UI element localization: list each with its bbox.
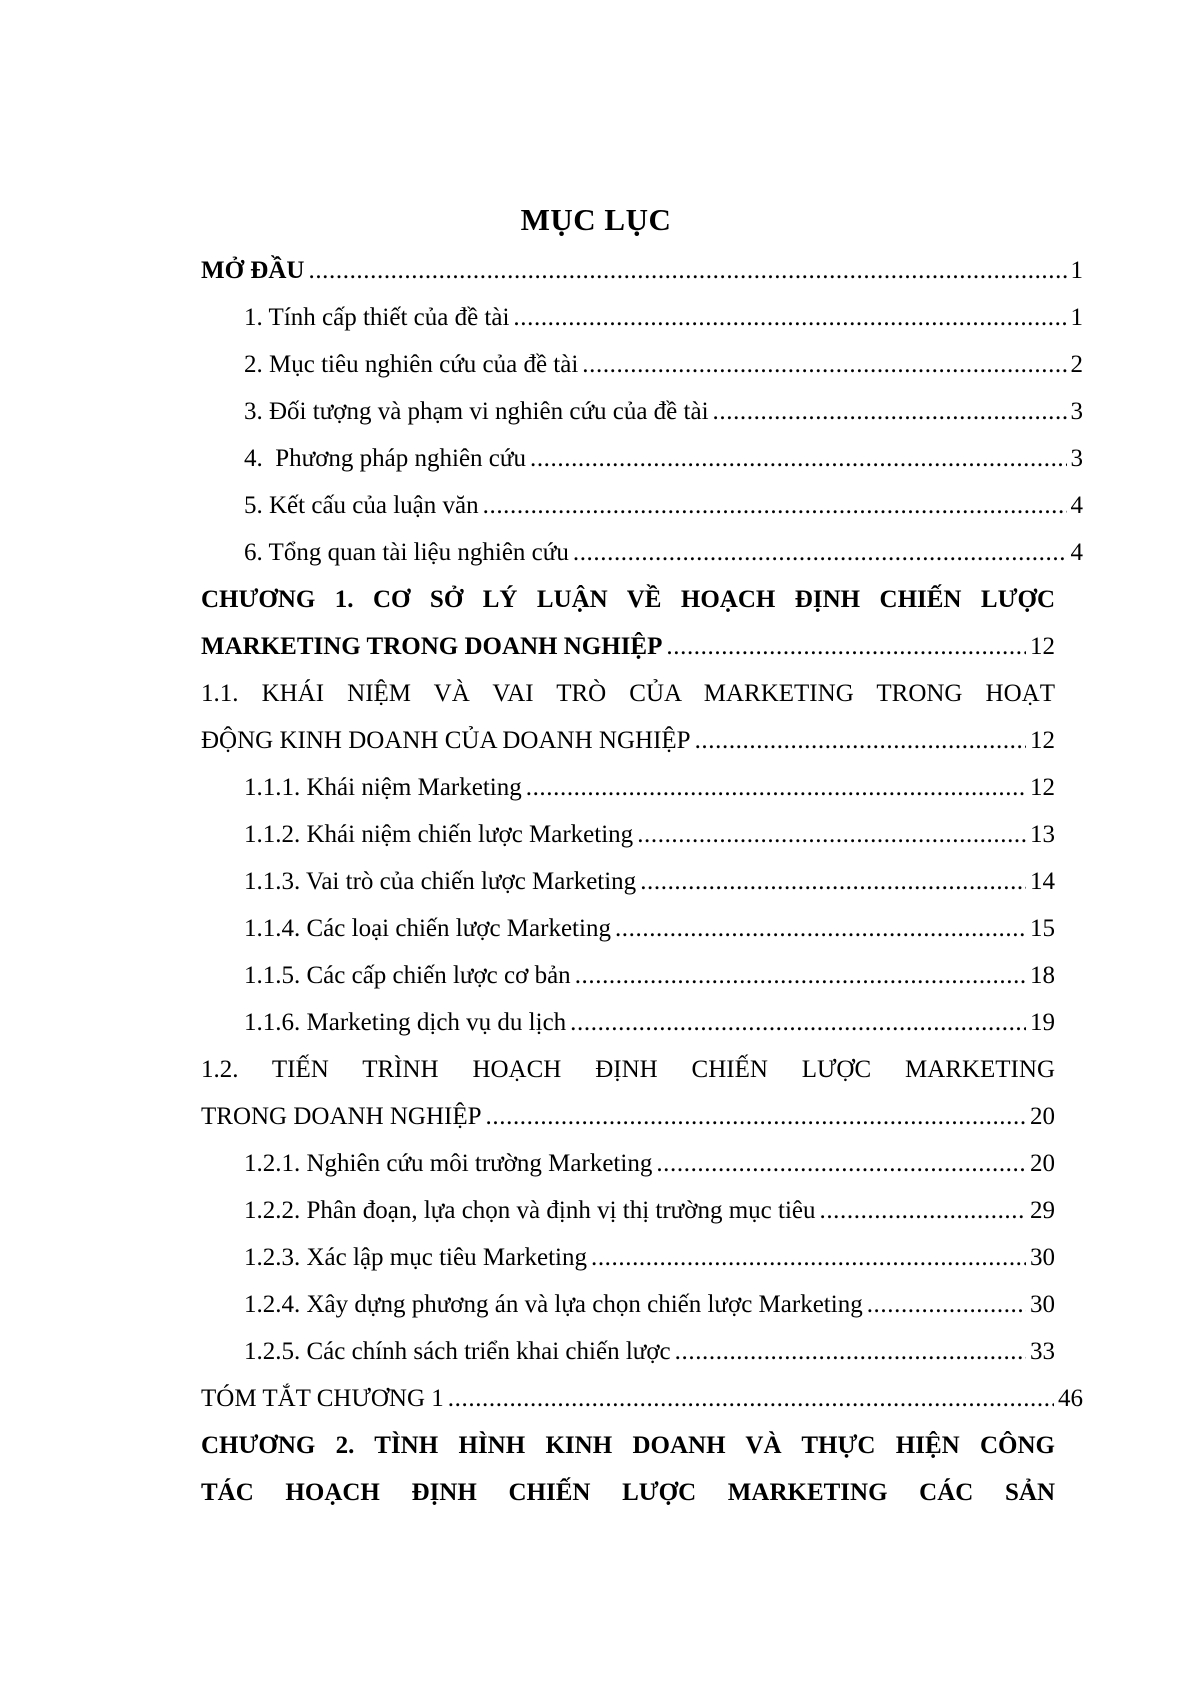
dot-leader [526, 764, 1026, 811]
toc-entry[interactable] [201, 1187, 1083, 1234]
dot-leader [582, 341, 1066, 388]
toc-section-heading-line[interactable]: 1.1. KHÁI NIỆM VÀ VAI TRÒ CỦA MARKETING TRONG HOẠT [201, 680, 1055, 707]
toc-page-number: 1 [1070, 257, 1083, 284]
toc-chapter-heading-line[interactable]: CHƯƠNG 1. CƠ SỞ LÝ LUẬN VỀ HOẠCH ĐỊNH CHIẾN LƯỢC [201, 586, 1055, 613]
toc-entry-text: TRONG DOANH NGHIỆP [201, 1103, 482, 1130]
toc-page-number: 3 [1070, 398, 1083, 425]
toc-page-number: 18 [1030, 962, 1055, 989]
toc-page-number: 20 [1030, 1103, 1055, 1130]
toc-page-number: 4 [1070, 492, 1083, 519]
toc-entry-text: 1.1.1. Khái niệm Marketing [244, 774, 522, 801]
toc-page-number: 14 [1030, 868, 1055, 895]
toc-entry-text: 1.1.2. Khái niệm chiến lược Marketing [244, 821, 634, 848]
table-of-contents [201, 247, 1083, 1516]
dot-leader [591, 1234, 1026, 1281]
toc-entry-text: MARKETING TRONG DOANH NGHIỆP [201, 633, 663, 660]
toc-page-number: 1 [1070, 304, 1083, 331]
toc-entry[interactable] [201, 1093, 1083, 1140]
toc-entry-text: 1.2.2. Phân đoạn, lựa chọn và định vị thị trường mục tiêu [244, 1197, 816, 1224]
toc-entry-text: 2. Mục tiêu nghiên cứu của đề tài [244, 351, 579, 378]
dot-leader [486, 1093, 1026, 1140]
toc-entry[interactable] [201, 1234, 1083, 1281]
toc-entry[interactable] [201, 811, 1083, 858]
toc-entry[interactable] [201, 482, 1083, 529]
toc-entry-text: 1.2.1. Nghiên cứu môi trường Marketing [244, 1150, 653, 1177]
toc-entry[interactable] [201, 1328, 1083, 1375]
toc-entry[interactable] [201, 717, 1083, 764]
dot-leader [448, 1375, 1054, 1422]
toc-entry-text: TÓM TẮT CHƯƠNG 1 [201, 1385, 444, 1412]
toc-page-number: 2 [1070, 351, 1083, 378]
dot-leader [513, 294, 1066, 341]
toc-page-number: 15 [1030, 915, 1055, 942]
toc-page-number: 12 [1030, 727, 1055, 754]
dot-leader [713, 388, 1067, 435]
toc-page-number: 19 [1030, 1009, 1055, 1036]
toc-entry-text: MỞ ĐẦU [201, 257, 305, 284]
toc-page-number: 29 [1030, 1197, 1055, 1224]
toc-entry[interactable] [201, 294, 1083, 341]
dot-leader [530, 435, 1067, 482]
dot-leader [570, 999, 1026, 1046]
dot-leader [615, 905, 1026, 952]
dot-leader [819, 1187, 1026, 1234]
toc-entry[interactable] [201, 435, 1083, 482]
dot-leader [483, 482, 1067, 529]
toc-entry-text: 1.2.3. Xác lập mục tiêu Marketing [244, 1244, 587, 1271]
toc-page-number: 4 [1070, 539, 1083, 566]
toc-page-number: 3 [1070, 445, 1083, 472]
toc-entry-text: ĐỘNG KINH DOANH CỦA DOANH NGHIỆP [201, 727, 691, 754]
toc-entry[interactable] [201, 952, 1083, 999]
toc-page-number: 30 [1030, 1244, 1055, 1271]
toc-page-number: 30 [1030, 1291, 1055, 1318]
dot-leader [640, 858, 1026, 905]
toc-entry-text: 1.1.4. Các loại chiến lược Marketing [244, 915, 611, 942]
dot-leader [575, 952, 1026, 999]
toc-entry[interactable] [201, 341, 1083, 388]
toc-chapter-heading-line[interactable]: TÁC HOẠCH ĐỊNH CHIẾN LƯỢC MARKETING CÁC SẢN [201, 1479, 1055, 1506]
toc-entry[interactable] [201, 529, 1083, 576]
toc-entry-text: 4. Phương pháp nghiên cứu [244, 445, 526, 472]
dot-leader [308, 247, 1066, 294]
toc-entry-text: 5. Kết cấu của luận văn [244, 492, 479, 519]
toc-entry-text: 1.1.6. Marketing dịch vụ du lịch [244, 1009, 567, 1036]
toc-entry[interactable] [201, 388, 1083, 435]
toc-page-number: 12 [1030, 774, 1055, 801]
toc-chapter-heading-line[interactable]: CHƯƠNG 2. TÌNH HÌNH KINH DOANH VÀ THỰC HIỆN CÔNG [201, 1432, 1055, 1459]
dot-leader [573, 529, 1067, 576]
toc-entry[interactable] [201, 905, 1083, 952]
toc-entry-text: 1.2.4. Xây dựng phương án và lựa chọn chiến lược Marketing [244, 1291, 863, 1318]
toc-entry[interactable] [201, 858, 1083, 905]
toc-entry[interactable] [201, 247, 1083, 294]
page-title: MỤC LỤC [520, 202, 672, 237]
toc-entry-text: 1.2.5. Các chính sách triển khai chiến lược [244, 1338, 671, 1365]
dot-leader [656, 1140, 1026, 1187]
toc-entry[interactable] [201, 1140, 1083, 1187]
toc-entry[interactable] [201, 999, 1083, 1046]
toc-page-number: 12 [1030, 633, 1055, 660]
dot-leader [666, 623, 1026, 670]
toc-page-number: 46 [1058, 1385, 1083, 1412]
toc-entry-text: 3. Đối tượng và phạm vi nghiên cứu của đề tài [244, 398, 709, 425]
toc-page-number: 33 [1030, 1338, 1055, 1365]
toc-entry-text: 1.1.5. Các cấp chiến lược cơ bản [244, 962, 571, 989]
toc-entry-text: 1.1.3. Vai trò của chiến lược Marketing [244, 868, 637, 895]
toc-page-number: 13 [1030, 821, 1055, 848]
toc-entry-text: 1. Tính cấp thiết của đề tài [244, 304, 510, 331]
dot-leader [867, 1281, 1026, 1328]
toc-entry[interactable] [201, 1375, 1083, 1422]
toc-entry[interactable] [201, 764, 1083, 811]
toc-entry[interactable] [201, 1281, 1083, 1328]
toc-entry-text: 6. Tổng quan tài liệu nghiên cứu [244, 539, 569, 566]
toc-page-number: 20 [1030, 1150, 1055, 1177]
toc-entry[interactable] [201, 623, 1083, 670]
toc-section-heading-line[interactable]: 1.2. TIẾN TRÌNH HOẠCH ĐỊNH CHIẾN LƯỢC MARKETING [201, 1056, 1055, 1083]
dot-leader [637, 811, 1026, 858]
dot-leader [695, 717, 1026, 764]
dot-leader [675, 1328, 1026, 1375]
